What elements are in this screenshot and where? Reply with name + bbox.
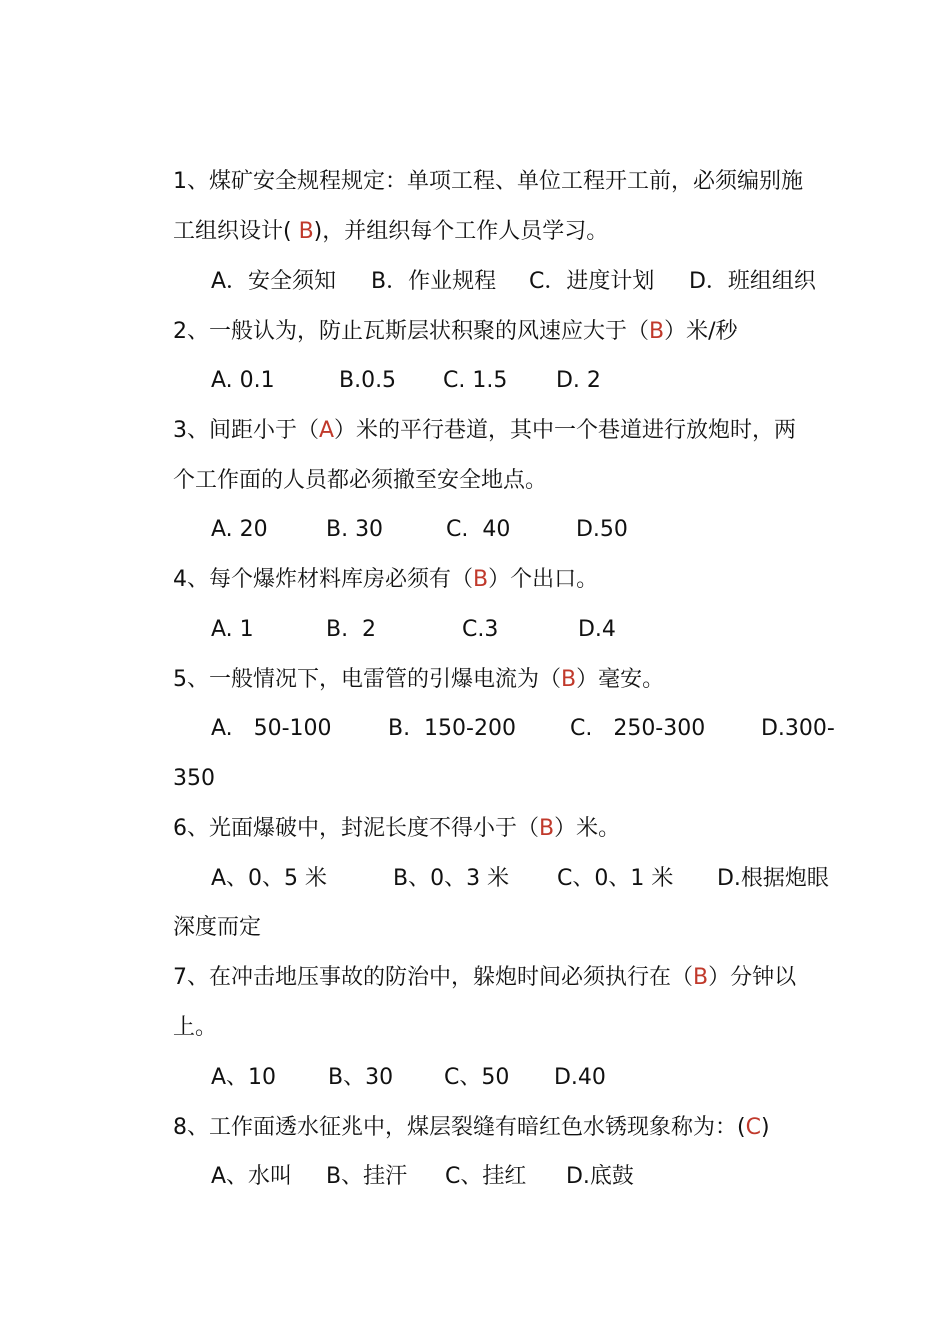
answer-8: C — [745, 1115, 761, 1140]
question-5-options — [183, 681, 835, 777]
option-a: A. 20 — [210, 517, 268, 542]
question-7-line-1: 7、在冲击地压事故的防治中，躲炮时间必须执行在（B）分钟以 — [172, 965, 797, 990]
option-a: A. 1 — [210, 617, 254, 642]
question-6-line-1: 6、光面爆破中，封泥长度不得小于（B）米。 — [172, 816, 621, 841]
option-b: B. 150-200 — [387, 716, 516, 741]
question-8-options — [183, 1129, 634, 1225]
option-c: C. 1.5 — [442, 368, 508, 393]
question-2-line-1: 2、一般认为，防止瓦斯层状积聚的风速应大于（B）米/秒 — [172, 319, 738, 344]
question-8-line-1: 8、工作面透水征兆中，煤层裂缝有暗红色水锈现象称为：(C) — [172, 1115, 770, 1140]
option-d: D.40 — [553, 1065, 606, 1090]
answer-2: B — [648, 319, 665, 344]
option-a: A. 50-100 — [210, 716, 332, 741]
answer-6: B — [538, 816, 555, 841]
option-d: D.4 — [577, 617, 616, 642]
question-1-line-1: 1、煤矿安全规程规定：单项工程、单位工程开工前，必须编别施 — [172, 169, 803, 194]
question-3-line-1: 3、间距小于（A）米的平行巷道，其中一个巷道进行放炮时，两 — [172, 418, 797, 443]
option-c: C.3 — [461, 617, 499, 642]
answer-1: B — [298, 219, 314, 244]
question-1-line-2: 工组织设计( B)，并组织每个工作人员学习。 — [172, 219, 609, 244]
question-3-line-2: 个工作面的人员都必须撤至安全地点。 — [172, 468, 547, 493]
question-5-line-1: 5、一般情况下，电雷管的引爆电流为（B）毫安。 — [172, 667, 665, 692]
option-a: A、水叫 — [210, 1164, 293, 1189]
option-a: A．安全须知 — [210, 269, 337, 294]
option-b: B. 2 — [325, 617, 377, 642]
option-c: C、挂红 — [444, 1164, 527, 1189]
option-c: C. 40 — [445, 517, 511, 542]
option-b: B．作业规程 — [370, 269, 497, 294]
option-c: C．进度计划 — [528, 269, 655, 294]
option-d: D. 2 — [555, 368, 601, 393]
option-d: D.300- — [760, 716, 835, 741]
option-c: C. 250-300 — [569, 716, 706, 741]
option-b: B. 30 — [325, 517, 384, 542]
answer-5: B — [560, 667, 577, 692]
question-6-options — [183, 831, 829, 927]
option-c: C、50 — [443, 1065, 510, 1090]
option-d: D.底鼓 — [565, 1164, 634, 1189]
option-d: D.50 — [575, 517, 628, 542]
question-7-line-2: 上。 — [172, 1015, 217, 1040]
option-b: B、0、3 米 — [392, 866, 510, 891]
option-a: A、10 — [210, 1065, 277, 1090]
answer-7: B — [692, 965, 709, 990]
option-d: D．班组组织 — [688, 269, 816, 294]
answer-4: B — [472, 567, 489, 592]
option-c: C、0、1 米 — [556, 866, 674, 891]
answer-3: A — [318, 418, 335, 443]
option-a: A、0、5 米 — [210, 866, 328, 891]
option-b: B、挂汗 — [325, 1164, 408, 1189]
option-d: D.根据炮眼 — [716, 866, 829, 891]
question-5-options-wrap: 350 — [172, 766, 215, 791]
question-6-options-wrap: 深度而定 — [172, 915, 261, 940]
option-b: B.0.5 — [338, 368, 397, 393]
option-b: B、30 — [327, 1065, 394, 1090]
question-4-line-1: 4、每个爆炸材料库房必须有（B）个出口。 — [172, 567, 599, 592]
option-a: A. 0.1 — [210, 368, 275, 393]
